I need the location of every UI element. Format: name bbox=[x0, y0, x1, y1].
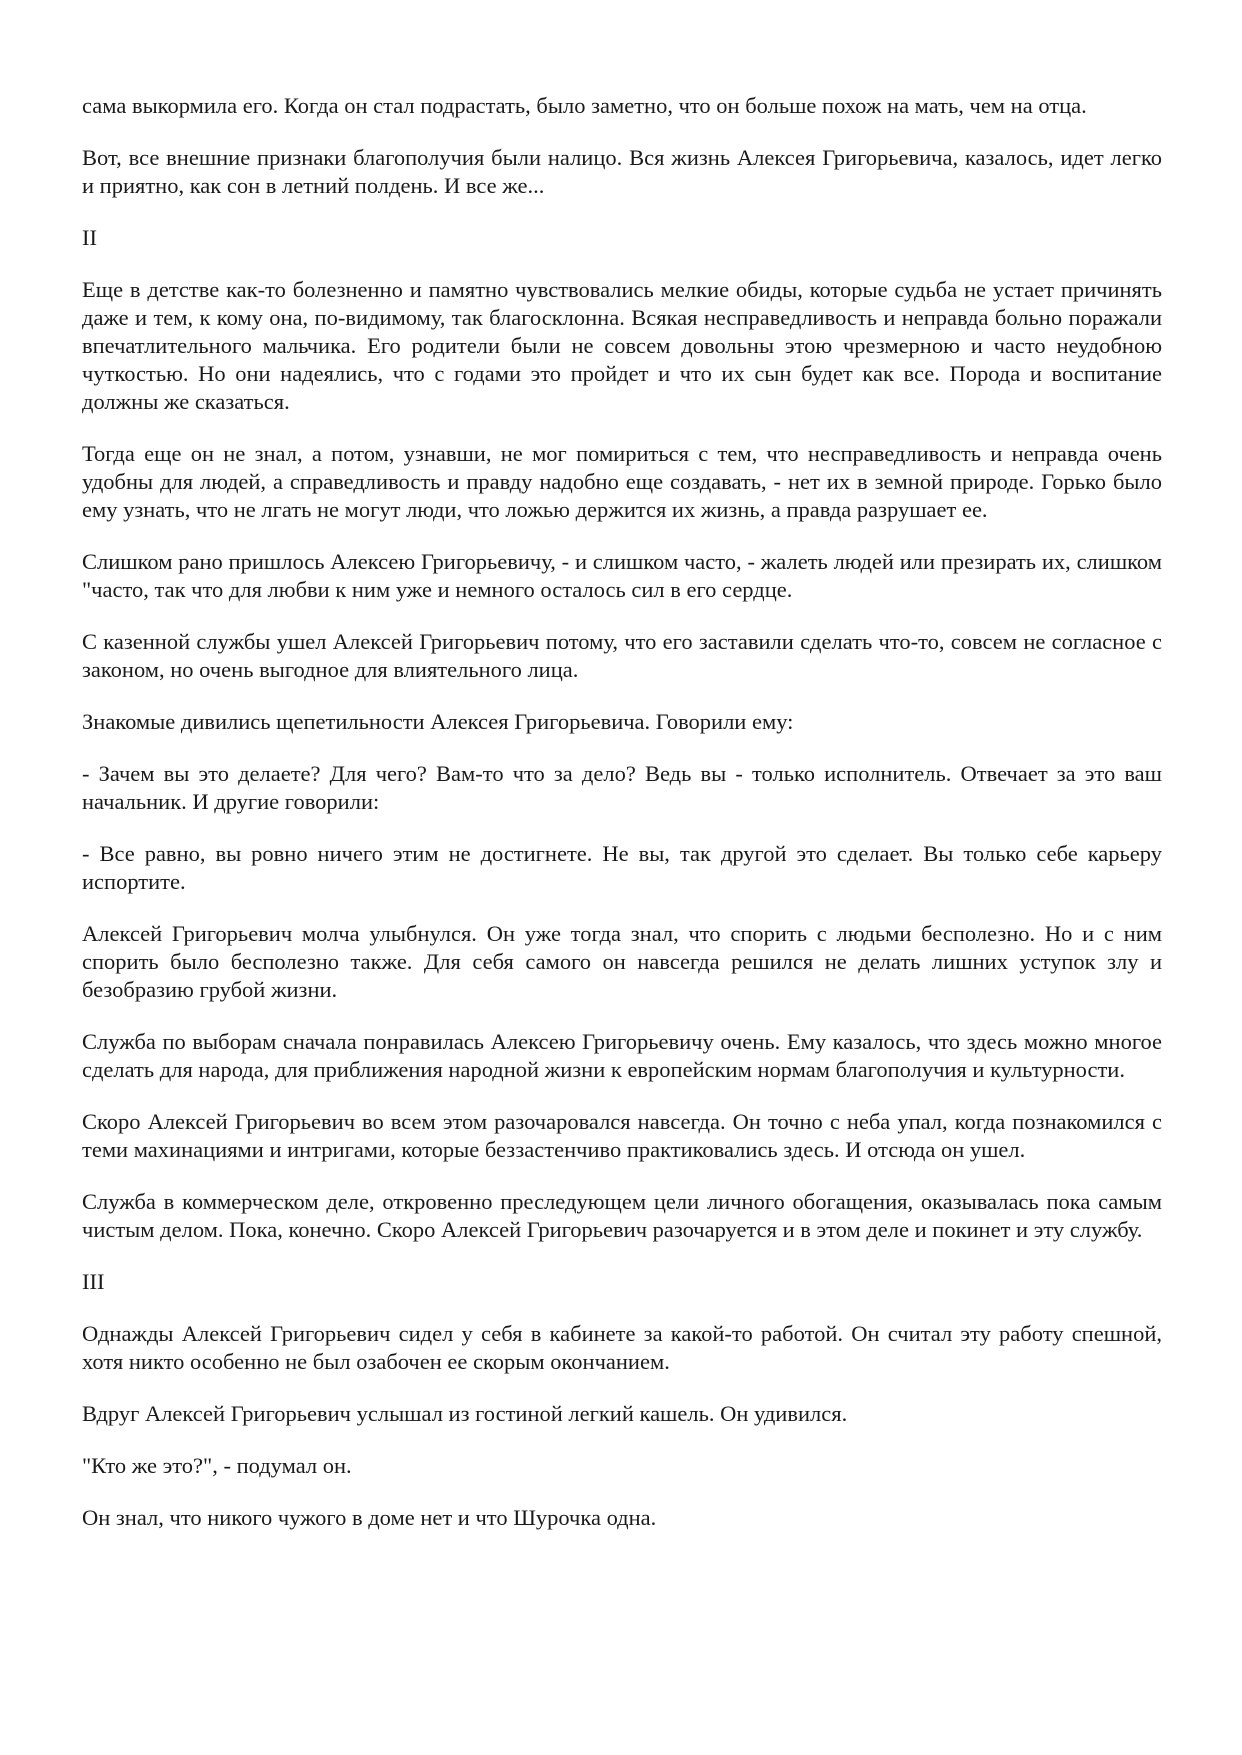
paragraph: - Все равно, вы ровно ничего этим не достигнете. Не вы, так другой это сделает. Вы только себе карьеру испортите. bbox=[82, 841, 1162, 894]
paragraph: "Кто же это?", - подумал он. bbox=[82, 1453, 352, 1478]
paragraph: сама выкормила его. Когда он стал подрастать, было заметно, что он больше похож на мать, чем на отца. bbox=[82, 93, 1087, 118]
paragraph: Знакомые дивились щепетильности Алексея Григорьевича. Говорили ему: bbox=[82, 709, 794, 734]
paragraph: Вот, все внешние признаки благополучия были налицо. Вся жизнь Алексея Григорьевича, казалось, идет легко и приятно, как сон в летний полдень. И все же... bbox=[82, 145, 1162, 198]
paragraph: С казенной службы ушел Алексей Григорьевич потому, что его заставили сделать что-то, совсем не согласное с законом, но очень выгодное для влиятельного лица. bbox=[82, 629, 1162, 682]
chapter-heading: II bbox=[82, 225, 97, 250]
paragraph: Вдруг Алексей Григорьевич услышал из гостиной легкий кашель. Он удивился. bbox=[82, 1401, 848, 1426]
paragraph: Он знал, что никого чужого в доме нет и что Шурочка одна. bbox=[82, 1505, 657, 1530]
paragraph: Еще в детстве как-то болезненно и памятно чувствовались мелкие обиды, которые судьба не устает причинять даже и тем, к кому она, по-видимому, так благосклонна. Всякая несправедливость и неправда больно поражали впечатлительного мальчика. Его родители были не совсем довольны этою чрезмерною и часто неудобною чуткостью. Но они надеялись, что с годами это пройдет и что их сын будет как все. Порода и воспитание должны же сказаться. bbox=[82, 277, 1162, 414]
paragraph: Однажды Алексей Григорьевич сидел у себя в кабинете за какой-то работой. Он считал эту работу спешной, хотя никто особенно не был озабочен ее скорым окончанием. bbox=[82, 1321, 1162, 1374]
paragraph: Слишком рано пришлось Алексею Григорьевичу, - и слишком часто, - жалеть людей или презирать их, слишком "часто, так что для любви к ним уже и немного осталось сил в его сердце. bbox=[82, 549, 1162, 602]
chapter-heading: III bbox=[82, 1269, 105, 1294]
paragraph: Скоро Алексей Григорьевич во всем этом разочаровался навсегда. Он точно с неба упал, когда познакомился с теми махинациями и интригами, которые беззастенчиво практиковались здесь. И отсюда он ушел. bbox=[82, 1109, 1162, 1162]
paragraph: Алексей Григорьевич молча улыбнулся. Он уже тогда знал, что спорить с людьми бесполезно. Но и с ним спорить было бесполезно также. Для себя самого он навсегда решился не делать лишних уступок злу и безобразию грубой жизни. bbox=[82, 921, 1162, 1002]
paragraph: Тогда еще он не знал, а потом, узнавши, не мог помириться с тем, что несправедливость и неправда очень удобны для людей, а справедливость и правду надобно еще создавать, - нет их в земной природе. Горько было ему узнать, что не лгать не могут люди, что ложью держится их жизнь, а правда разрушает ее. bbox=[82, 441, 1162, 522]
document-page bbox=[82, 92, 1162, 1556]
paragraph: Служба по выборам сначала понравилась Алексею Григорьевичу очень. Ему казалось, что здесь можно многое сделать для народа, для приближения народной жизни к европейским нормам благополучия и культурности. bbox=[82, 1029, 1162, 1082]
paragraph: Служба в коммерческом деле, откровенно преследующем цели личного обогащения, оказывалась пока самым чистым делом. Пока, конечно. Скоро Алексей Григорьевич разочаруется и в этом деле и покинет и эту службу. bbox=[82, 1189, 1162, 1242]
paragraph: - Зачем вы это делаете? Для чего? Вам-то что за дело? Ведь вы - только исполнитель. Отвечает за это ваш начальник. И другие говорили: bbox=[82, 761, 1162, 814]
